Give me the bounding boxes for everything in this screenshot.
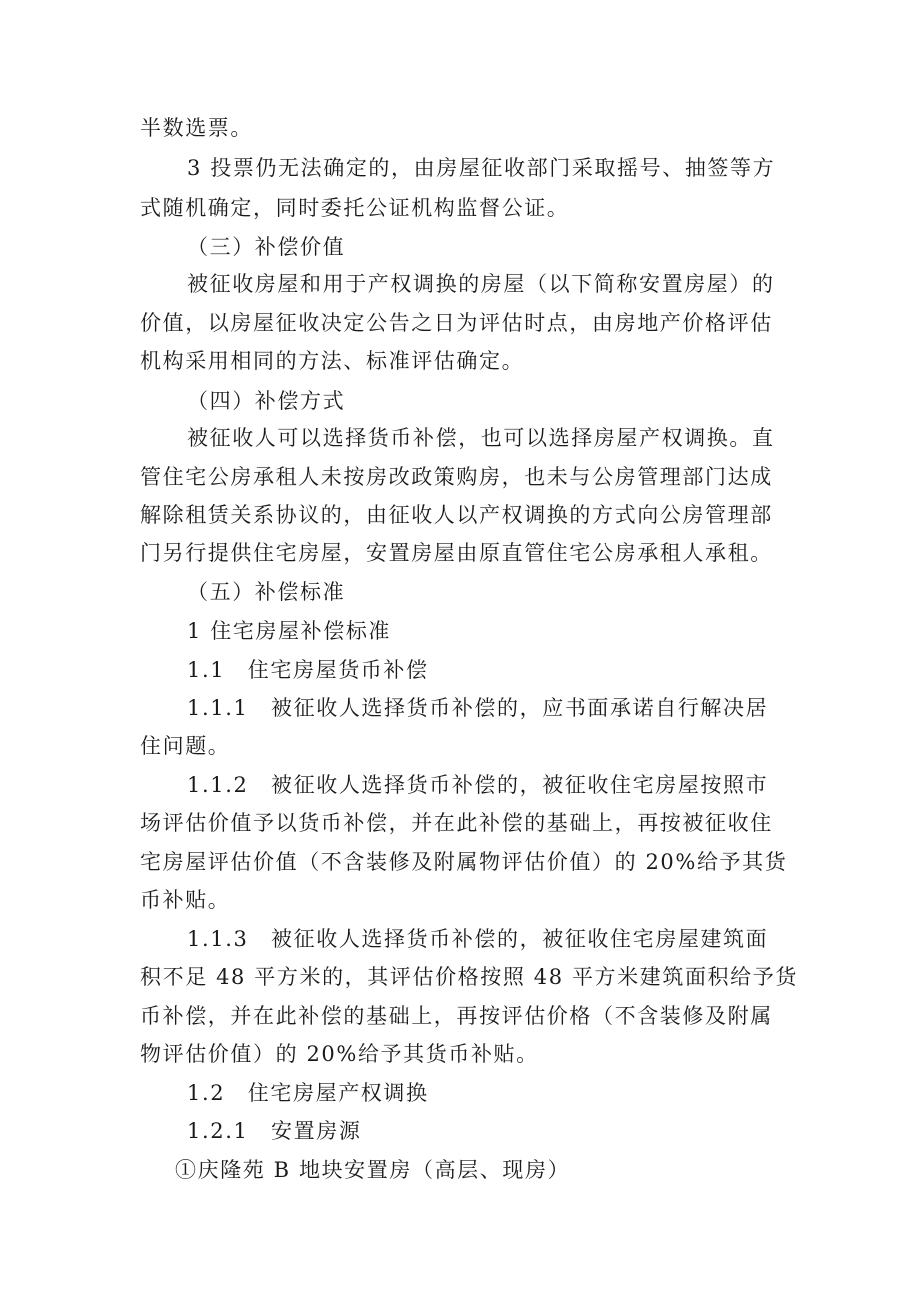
paragraph-line: 半数选票。 xyxy=(140,116,253,140)
paragraph-line: 机构采用相同的方法、标准评估确定。 xyxy=(140,349,525,373)
paragraph-line: 币补贴。 xyxy=(140,888,231,912)
paragraph-line: 被征收房屋和用于产权调换的房屋（以下简称安置房屋）的 xyxy=(187,272,775,296)
paragraph-line: 被征收人可以选择货币补偿，也可以选择房屋产权调换。直 xyxy=(187,426,775,450)
paragraph-line: 币补偿，并在此补偿的基础上，再按评估价格（不含装修及附属 xyxy=(140,1004,773,1028)
paragraph-line: 门另行提供住宅房屋，安置房屋由原直管住宅公房承租人承租。 xyxy=(140,541,773,565)
section-heading: （三）补偿价值 xyxy=(187,235,346,259)
paragraph-line: 管住宅公房承租人未按房改政策购房，也未与公房管理部门达成 xyxy=(140,465,773,489)
paragraph-line: 场评估价值予以货币补偿，并在此补偿的基础上，再按被征收住 xyxy=(140,811,773,835)
subheading-line: 1.2 住宅房屋产权调换 xyxy=(187,1081,429,1105)
paragraph-line: 物评估价值）的 20%给予其货币补贴。 xyxy=(140,1042,539,1066)
paragraph-line: 积不足 48 平方米的，其评估价格按照 48 平方米建筑面积给予货 xyxy=(140,965,798,989)
list-item: ①庆隆苑 B 地块安置房（高层、现房） xyxy=(175,1158,571,1182)
section-heading: （五）补偿标准 xyxy=(187,580,346,604)
paragraph-line: 住问题。 xyxy=(140,734,231,758)
paragraph-line: 宅房屋评估价值（不含装修及附属物评估价值）的 20%给予其货 xyxy=(140,850,788,874)
paragraph-line: 价值，以房屋征收决定公告之日为评估时点，由房地产价格评估 xyxy=(140,311,773,335)
paragraph-line: 式随机确定，同时委托公证机构监督公证。 xyxy=(140,196,570,220)
paragraph-line: 1 住宅房屋补偿标准 xyxy=(187,619,392,643)
paragraph-line: 解除租赁关系协议的，由征收人以产权调换的方式向公房管理部 xyxy=(140,503,773,527)
paragraph-line: 1.1.3 被征收人选择货币补偿的，被征收住宅房屋建筑面 xyxy=(187,927,769,951)
paragraph-line: 1.1.2 被征收人选择货币补偿的，被征收住宅房屋按照市 xyxy=(187,773,769,797)
paragraph-line: 3 投票仍无法确定的，由房屋征收部门采取摇号、抽签等方 xyxy=(187,156,776,180)
subheading-line: 1.1 住宅房屋货币补偿 xyxy=(187,658,429,682)
section-heading: （四）补偿方式 xyxy=(187,389,346,413)
subheading-line: 1.2.1 安置房源 xyxy=(187,1119,362,1143)
paragraph-line: 1.1.1 被征收人选择货币补偿的，应书面承诺自行解决居 xyxy=(187,696,769,720)
